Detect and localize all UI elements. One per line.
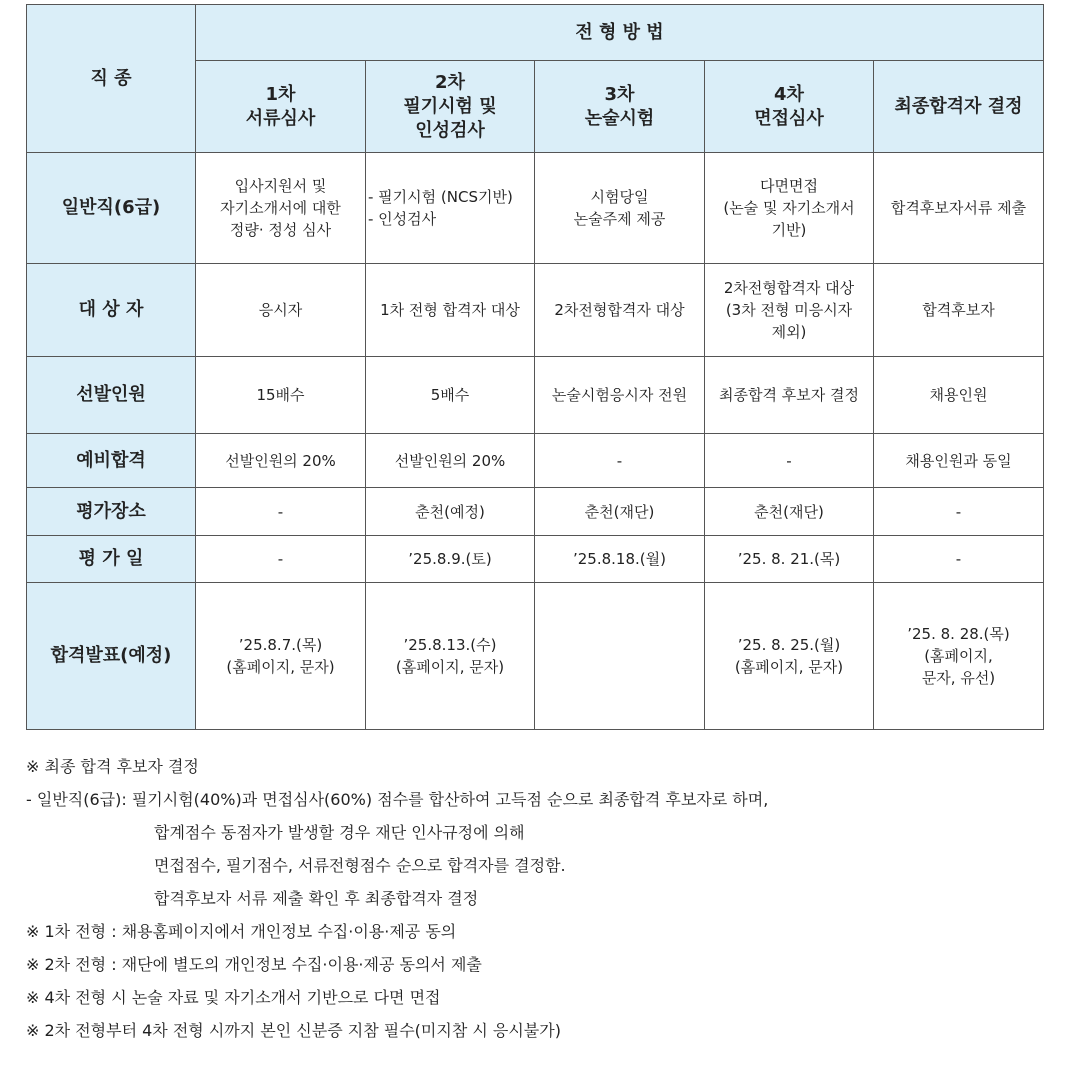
selection-schedule-table bbox=[26, 4, 1044, 730]
table-row-general bbox=[27, 153, 1044, 264]
table-row-location bbox=[27, 488, 1044, 536]
row-label: 합격발표(예정) bbox=[27, 583, 196, 730]
note-line: ※ 2차 전형 : 재단에 별도의 개인정보 수집·이용·제공 동의서 제출 bbox=[26, 955, 482, 974]
table-cell: ’25. 8. 25.(월) (홈페이지, 문자) bbox=[705, 583, 874, 730]
table-cell: 춘천(재단) bbox=[705, 488, 874, 536]
table-cell: - 필기시험 (NCS기반) - 인성검사 bbox=[366, 153, 535, 264]
table-cell: - bbox=[535, 434, 705, 488]
table-cell bbox=[535, 583, 705, 730]
table-cell: - bbox=[874, 536, 1044, 583]
header-stage-1: 1차 서류심사 bbox=[196, 61, 366, 153]
table-cell: 응시자 bbox=[196, 264, 366, 357]
table-cell: ’25.8.18.(월) bbox=[535, 536, 705, 583]
header-stage-final: 최종합격자 결정 bbox=[874, 61, 1044, 153]
table-cell: ’25.8.7.(목) (홈페이지, 문자) bbox=[196, 583, 366, 730]
table-row-target bbox=[27, 264, 1044, 357]
table-cell: 채용인원과 동일 bbox=[874, 434, 1044, 488]
header-stage-3: 3차 논술시험 bbox=[535, 61, 705, 153]
table-cell: 춘천(예정) bbox=[366, 488, 535, 536]
table-row-announcement bbox=[27, 583, 1044, 730]
table-cell: - bbox=[196, 488, 366, 536]
note-line: ※ 2차 전형부터 4차 전형 시까지 본인 신분증 지참 필수(미지참 시 응시불가) bbox=[26, 1021, 561, 1040]
header-jobtype: 직 종 bbox=[27, 5, 196, 153]
table-cell: 춘천(재단) bbox=[535, 488, 705, 536]
table-row-date bbox=[27, 536, 1044, 583]
note-line: 면접점수, 필기점수, 서류전형점수 순으로 합격자를 결정함. bbox=[154, 856, 566, 875]
row-label: 평가장소 bbox=[27, 488, 196, 536]
table-cell: - bbox=[196, 536, 366, 583]
table-cell: 선발인원의 20% bbox=[196, 434, 366, 488]
table-cell: ’25. 8. 21.(목) bbox=[705, 536, 874, 583]
table-cell: ’25.8.13.(수) (홈페이지, 문자) bbox=[366, 583, 535, 730]
table-cell: - bbox=[705, 434, 874, 488]
notes-section bbox=[26, 750, 1056, 1047]
header-row-1 bbox=[27, 5, 1044, 61]
table-cell: 최종합격 후보자 결정 bbox=[705, 357, 874, 434]
row-label: 대 상 자 bbox=[27, 264, 196, 357]
note-line: ※ 4차 전형 시 논술 자료 및 자기소개서 기반으로 다면 면접 bbox=[26, 988, 441, 1007]
table-cell: 논술시험응시자 전원 bbox=[535, 357, 705, 434]
table-cell: 시험당일 논술주제 제공 bbox=[535, 153, 705, 264]
table-cell: 2차전형합격자 대상 bbox=[535, 264, 705, 357]
table-cell: 5배수 bbox=[366, 357, 535, 434]
note-line: ※ 1차 전형 : 채용홈페이지에서 개인정보 수집·이용·제공 동의 bbox=[26, 922, 457, 941]
row-label: 일반직(6급) bbox=[27, 153, 196, 264]
table-row-selection bbox=[27, 357, 1044, 434]
note-line: 합격후보자 서류 제출 확인 후 최종합격자 결정 bbox=[154, 889, 479, 908]
table-cell: - bbox=[874, 488, 1044, 536]
table-cell: 채용인원 bbox=[874, 357, 1044, 434]
row-label: 평 가 일 bbox=[27, 536, 196, 583]
table-cell: 합격후보자 bbox=[874, 264, 1044, 357]
row-label: 예비합격 bbox=[27, 434, 196, 488]
note-line: - 일반직(6급): 필기시험(40%)과 면접심사(60%) 점수를 합산하여 고득점 순으로 최종합격 후보자로 하며, bbox=[26, 790, 769, 809]
header-stage-4: 4차 면접심사 bbox=[705, 61, 874, 153]
header-stage-2: 2차 필기시험 및 인성검사 bbox=[366, 61, 535, 153]
table-row-reserve bbox=[27, 434, 1044, 488]
table-cell: 다면면접 (논술 및 자기소개서 기반) bbox=[705, 153, 874, 264]
table-cell: 2차전형합격자 대상 (3차 전형 미응시자 제외) bbox=[705, 264, 874, 357]
table-cell: 입사지원서 및 자기소개서에 대한 정량· 정성 심사 bbox=[196, 153, 366, 264]
note-line: 합계점수 동점자가 발생할 경우 재단 인사규정에 의해 bbox=[154, 823, 525, 842]
row-label: 선발인원 bbox=[27, 357, 196, 434]
table-cell: ’25.8.9.(토) bbox=[366, 536, 535, 583]
table-cell: ’25. 8. 28.(목) (홈페이지, 문자, 유선) bbox=[874, 583, 1044, 730]
header-method: 전 형 방 법 bbox=[196, 5, 1044, 61]
table-cell: 합격후보자서류 제출 bbox=[874, 153, 1044, 264]
table-cell: 15배수 bbox=[196, 357, 366, 434]
table-cell: 1차 전형 합격자 대상 bbox=[366, 264, 535, 357]
note-line: ※ 최종 합격 후보자 결정 bbox=[26, 757, 199, 776]
table-cell: 선발인원의 20% bbox=[366, 434, 535, 488]
